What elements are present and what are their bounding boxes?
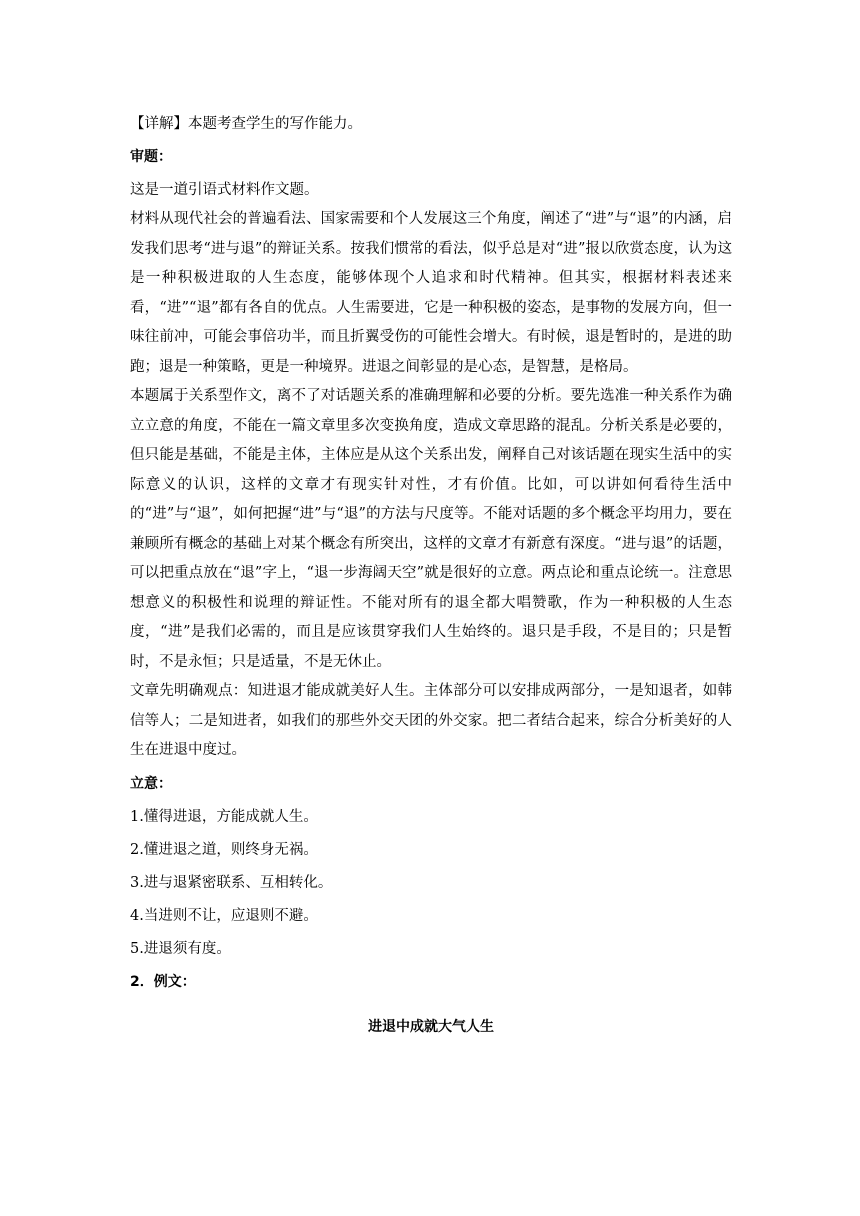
- document-page: [130, 110, 732, 1056]
- idea-item-5: 5.进退须有度。: [130, 940, 231, 957]
- idea-item-2: 2.懂进退之道，则终身无祸。: [130, 841, 318, 858]
- example-heading: 2．例文：: [130, 973, 196, 990]
- structure-paragraph: 文章先明确观点：知进退才能成就美好人生。主体部分可以安排成两部分，一是知退者，如韩信等人；二是知进者，如我们的那些外交天团的外交家。把二者结合起来，综合分析美好的人生在进退中度过。: [130, 683, 732, 758]
- idea-item-1: 1.懂得进退，方能成就人生。: [130, 808, 318, 825]
- detail-intro: 【详解】本题考查学生的写作能力。: [130, 116, 362, 132]
- shenti-heading: 审题：: [130, 149, 172, 165]
- liyi-heading: 立意：: [130, 775, 172, 792]
- relation-analysis-paragraph: 本题属于关系型作文，离不了对话题关系的准确理解和必要的分析。要先选准一种关系作为确立立意的角度，不能在一篇文章里多次变换角度，造成文章思路的混乱。分析关系是必要的，但只能是基础，不能是主体，主体应是从这个关系出发，阐释自己对该话题在现实生活中的实际意义的认识，这样的文章才有现实针对性，才有价值。比如，可以讲如何看待生活中的“进”与“退”，如何把握“进”与“退”的方法与尺度等。不能对话题的多个概念平均用力，要在兼顾所有概念的基础上对某个概念有所突出，这样的文章才有新意有深度。“进与退”的话题，可以把重点放在“退”字上，“退一步海阔天空”就是很好的立意。两点论和重点论统一。注意思想意义的积极性和说理的辩证性。不能对所有的退全都大唱赞歌，作为一种积极的人生态度，“进”是我们必需的，而且是应该贯穿我们人生始终的。退只是手段，不是目的；只是暂时，不是永恒；只是适量，不是无休止。: [130, 388, 732, 670]
- essay-title: 进退中成就大气人生: [368, 1018, 494, 1035]
- idea-item-3: 3.进与退紧密联系、互相转化。: [130, 874, 333, 891]
- idea-item-4: 4.当进则不让，应退则不避。: [130, 907, 318, 924]
- material-analysis-paragraph: 材料从现代社会的普遍看法、国家需要和个人发展这三个角度，阐述了“进”与“退”的内涵，启发我们思考“进与退”的辩证关系。按我们惯常的看法，似乎总是对“进”报以欣赏态度，认为这是一种积极进取的人生态度，能够体现个人追求和时代精神。但其实，根据材料表述来看，“进”“退”都有各自的优点。人生需要进，它是一种积极的姿态，是事物的发展方向，但一味往前冲，可能会事倍功半，而且折翼受伤的可能性会增大。有时候，退是暂时的，是进的助跑；退是一种策略，更是一种境界。进退之间彰显的是心态，是智慧，是格局。: [130, 211, 732, 375]
- question-type-line: 这是一道引语式材料作文题。: [130, 182, 319, 198]
